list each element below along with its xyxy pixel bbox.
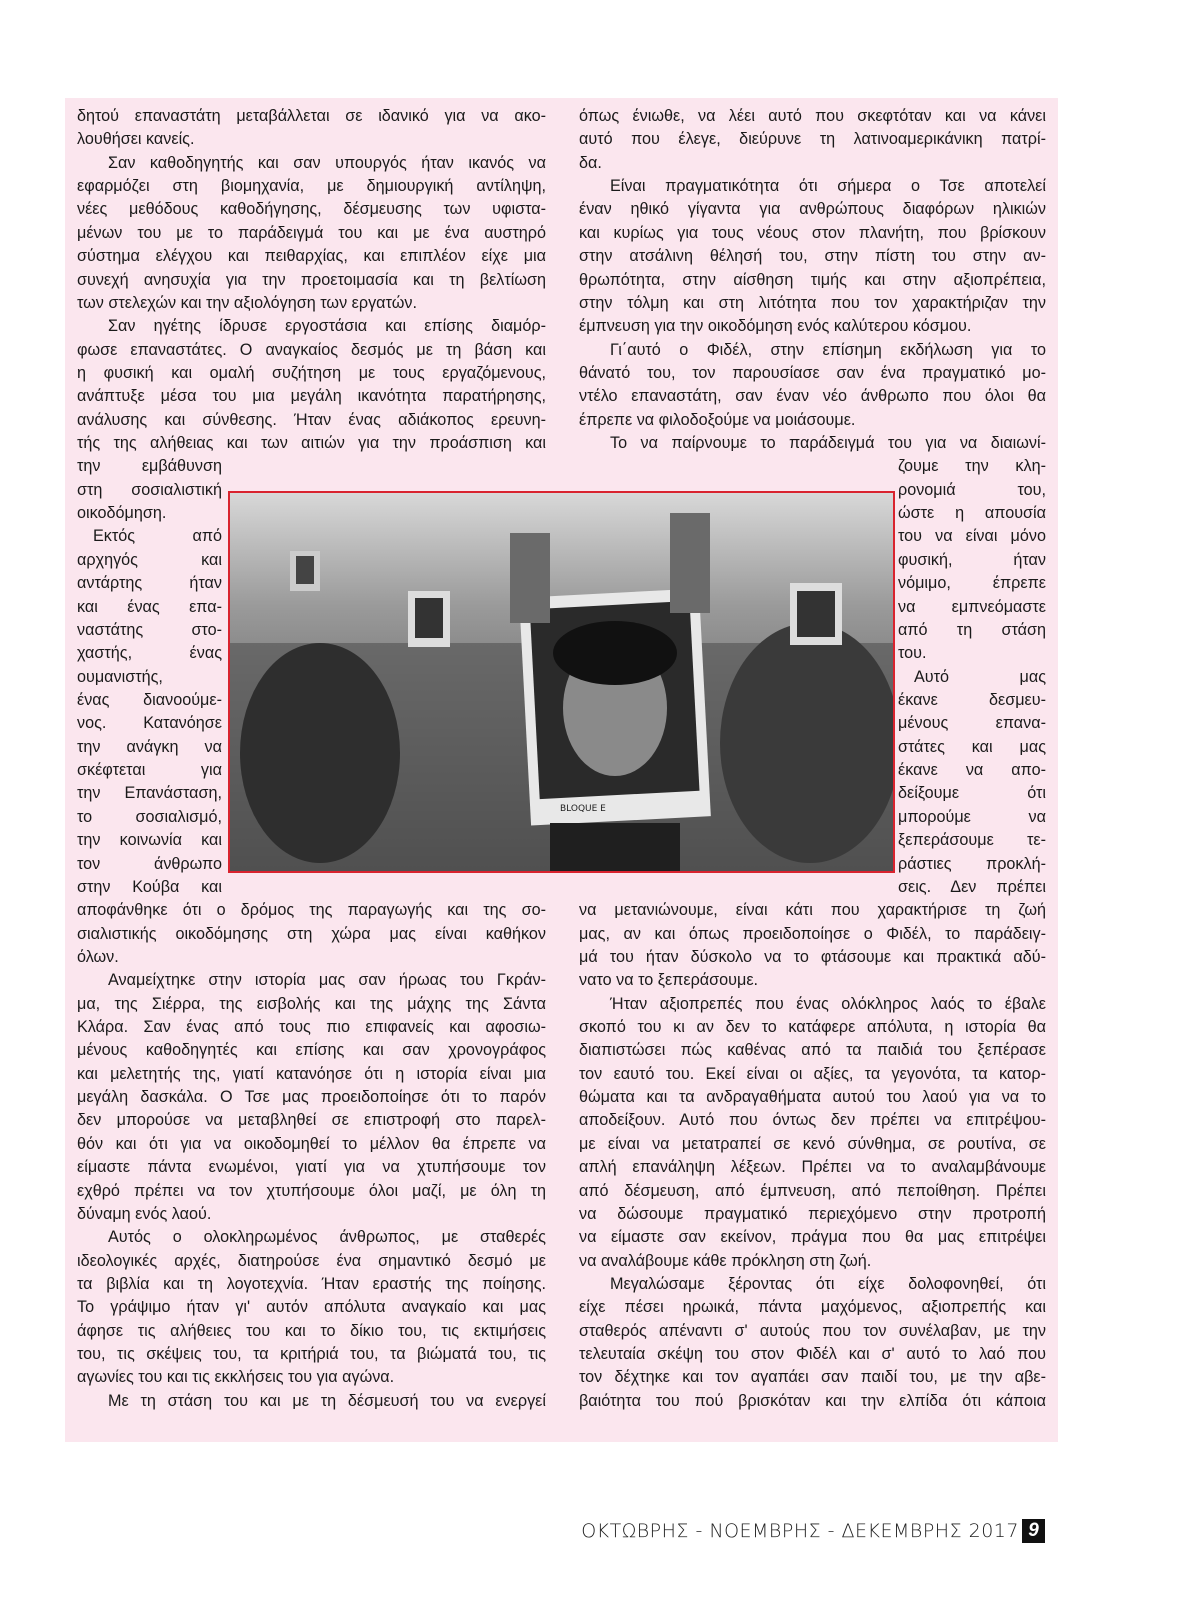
text-line: θώματα και τα ανδραγαθήματα αυτού του λαού για να το xyxy=(579,1088,1046,1107)
text-line: Κλάρα. Σαν ένας από τους πιο επιφανείς και αφοσιω- xyxy=(77,1018,546,1037)
text-line: μεγάλη δασκάλα. Ο Τσε μας προειδοποίησε ότι το παρόν xyxy=(77,1088,546,1107)
text-line: την εμβάθυνση xyxy=(77,457,222,476)
text-line: δητού επαναστάτη μεταβάλλεται σε ιδανικό για να ακο- xyxy=(77,107,546,125)
text-line: Με τη στάση του και με τη δέσμευσή του να ενεργεί xyxy=(108,1391,546,1410)
text-line: έκανε δεσμευ- xyxy=(898,691,1046,709)
text-line: την Επανάσταση, xyxy=(77,784,222,803)
text-line: σεις. Δεν πρέπει xyxy=(898,877,1046,896)
text-line: θάνατό του, τον παρουσίασε σαν ένα πραγματικό μο- xyxy=(579,363,1046,382)
text-line: από τη στάση xyxy=(898,620,1046,639)
text-line: στην τόλμη και στη λιτότητα που τον χαρακτήριζαν την xyxy=(579,293,1046,312)
text-line: των στελεχών και την αξιολόγηση των εργατών. xyxy=(77,293,417,312)
text-line: χαστής, ένας xyxy=(77,644,222,663)
page-number: 9 xyxy=(1022,1519,1045,1543)
text-line: και μελετητής της, γιατί κατανόησε ότι η ιστορία είναι μια xyxy=(77,1064,546,1083)
text-line: σύστημα ελέγχου και πειθαρχίας, και επιπλέον είχε μια xyxy=(77,247,546,266)
text-line: δεν μπορούσε να μεταβληθεί σε επιστροφή στο παρελ- xyxy=(77,1111,546,1130)
text-line: την ανάγκη να xyxy=(77,737,222,756)
text-line: ράστιες προκλή- xyxy=(898,854,1046,873)
issue-date: ΟΚΤΩΒΡΗΣ - ΝΟΕΜΒΡΗΣ - ΔΕΚΕΜΒΡΗΣ 2017 xyxy=(581,1520,1019,1542)
photo-image xyxy=(230,493,893,871)
text-line: του, τις σκέψεις του, τα κριτήριά του, τα βιώματά του, τις xyxy=(77,1345,546,1364)
text-line: Ήταν αξιοπρεπές που ένας ολόκληρος λαός το έβαλε xyxy=(610,994,1046,1013)
text-line: να δώσουμε πραγματικό περιεχόμενο στην προτροπή xyxy=(579,1204,1046,1223)
text-line: λουθήσει κανείς. xyxy=(77,130,195,149)
text-line: μα, της Σιέρρα, της εισβολής και της μάχης της Σάντα xyxy=(77,994,546,1013)
text-line: δείξουμε ότι xyxy=(898,784,1046,803)
text-line: τον εαυτό του. Εκεί είναι οι αξίες, τα γεγονότα, τα κατορ- xyxy=(579,1064,1046,1083)
text-line: νος. Κατανόησε xyxy=(77,714,222,733)
text-line: μπορούμε να xyxy=(898,807,1046,826)
text-line: σκοπό του κι αν δεν το κατάφερε απόλυτα, η ιστορία θα xyxy=(579,1018,1046,1037)
text-line: τον δέχτηκε και τον αγαπάει σαν παιδί του, με την αβε- xyxy=(579,1368,1046,1387)
text-line: Εκτός από xyxy=(93,527,222,546)
text-line: μας, αν και όπως προειδοποίησε ο Φιδέλ, το παράδειγ- xyxy=(579,924,1046,943)
text-line: ρονομιά του, xyxy=(898,480,1046,499)
text-line: του να είναι μόνο xyxy=(898,527,1046,546)
text-line: να μετανιώνουμε, είναι κάτι που χαρακτήρισε τη ζωή xyxy=(579,901,1046,920)
text-line: Σαν ηγέτης ίδρυσε εργοστάσια και επίσης διαμόρ- xyxy=(108,317,546,336)
text-line: φυσική, ήταν xyxy=(898,550,1046,569)
text-line: να είμαστε σαν εκείνον, πράγμα που θα μας επιτρέψει xyxy=(579,1228,1046,1247)
text-line: ναστάτης στο- xyxy=(77,620,222,639)
text-line: όλων. xyxy=(77,947,119,966)
text-line: τελευταία σκέψη του στον Φιδέλ και σ' αυτό το λαό που xyxy=(579,1345,1046,1364)
text-line: ζουμε την κλη- xyxy=(898,457,1046,476)
text-line: αποδείξουν. Αυτό που όντως δεν πρέπει να επιτρέψου- xyxy=(579,1111,1046,1130)
text-line: Το γράψιμο ήταν γι' αυτόν απόλυτα αναγκαίο και μας xyxy=(77,1298,546,1317)
text-line: Αναμείχτηκε στην ιστορία μας σαν ήρωας του Γκράν- xyxy=(108,971,546,990)
text-line: Το να παίρνουμε το παράδειγμά του για να διαιωνί- xyxy=(610,434,1046,453)
text-line: με είναι να μετατραπεί σε κενό σύνθημα, σε ρουτίνα, σε xyxy=(579,1134,1046,1153)
text-line: έπρεπε να φιλοδοξούμε να μοιάσουμε. xyxy=(579,410,856,429)
text-line: δα. xyxy=(579,153,602,172)
text-line: θρωπότητα, στην αίσθηση τιμής και στην αξιοπρέπεια, xyxy=(579,270,1046,289)
text-line: είχε πέσει ηρωικά, πάντα μαχόμενος, αξιοπρεπής και xyxy=(579,1298,1046,1317)
text-line: η φυσική και ομαλή συζήτηση με τους εργαζόμενους, xyxy=(77,363,546,382)
poster-caption: BLOQUE E xyxy=(560,804,606,814)
text-line: τα βιβλία και τη λογοτεχνία. Ήταν εραστής της ποίησης. xyxy=(77,1275,546,1293)
text-line: ώστε η απουσία xyxy=(898,504,1046,523)
text-line: ουμανιστής, xyxy=(77,667,163,686)
text-line: ιδεολογικές αρχές, διατηρούσε ένα σημαντικό δεσμό με xyxy=(77,1251,546,1270)
text-line: θόν και ότι για να οικοδομηθεί το μέλλον θα έπρεπε να xyxy=(77,1134,546,1153)
text-line: Μεγαλώσαμε ξέροντας ότι είχε δολοφονηθεί, ότι xyxy=(610,1275,1046,1293)
text-line: όπως ένιωθε, να λέει αυτό που σκεφτόταν και να κάνει xyxy=(579,107,1046,125)
text-line: την κοινωνία και xyxy=(77,831,222,850)
text-line: σιαλιστικής οικοδόμησης στη χώρα μας είναι καθήκον xyxy=(77,924,546,943)
text-line: σκέφτεται για xyxy=(77,761,222,780)
text-line: Αυτό μας xyxy=(914,667,1046,686)
text-line: αντάρτης ήταν xyxy=(77,574,222,593)
text-line: Αυτός ο ολοκληρωμένος άνθρωπος, με σταθερές xyxy=(108,1228,546,1247)
text-line: νέες μεθόδους καθοδήγησης, δέσμευσης των υφιστα- xyxy=(77,200,546,219)
text-line: του. xyxy=(898,644,927,663)
text-line: απλή επανάληψη λέξεων. Πρέπει να το αναλαμβάνουμε xyxy=(579,1158,1046,1177)
text-line: το σοσιαλισμό, xyxy=(77,807,222,826)
text-line: στη σοσιαλιστική xyxy=(77,480,222,499)
text-line: από δέσμευση, από έμπνευση, από πεποίθηση. Πρέπει xyxy=(579,1181,1046,1200)
text-line: έμπνευση για την οικοδόμηση ενός καλύτερου κόσμου. xyxy=(579,317,972,336)
text-line: δύναμη ενός λαού. xyxy=(77,1204,212,1223)
text-line: και ένας επα- xyxy=(77,597,222,616)
text-line: βαιότητα του πού βρισκόταν και την ελπίδα ότι κάποια xyxy=(579,1391,1046,1410)
article-photo-crowd-holding-che-portraits xyxy=(228,491,895,873)
text-line: στην Κούβα και xyxy=(77,877,222,896)
text-line: αρχηγός και xyxy=(77,550,222,569)
text-line: μένους επανα- xyxy=(898,714,1046,733)
text-line: στάτες και μας xyxy=(898,737,1046,756)
text-line: έκανε να απο- xyxy=(898,761,1046,780)
text-line: τής της αλήθειας και των αιτιών για την προάσπιση και xyxy=(77,434,546,453)
text-line: έναν ηθικό γίγαντα για ανθρώπους διαφόρων ηλικιών xyxy=(579,200,1046,219)
text-line: ανάλυσης και σύνθεσης. Ήταν ένας αδιάκοπος ερευνη- xyxy=(77,410,546,429)
text-line: άφησε τις αλήθειες του και το δίκιο του, τις εκτιμήσεις xyxy=(77,1321,546,1340)
text-line: εχθρό πρέπει να τον χτυπήσουμε όλοι μαζί, με όλη τη xyxy=(77,1181,546,1200)
text-line: είμαστε πάντα ενωμένοι, γιατί για να χτυπήσουμε τον xyxy=(77,1158,546,1177)
text-line: εφαρμόζει στη βιομηχανία, με δημιουργική αντίληψη, xyxy=(77,177,546,196)
text-line: αποφάνθηκε ότι ο δρόμος της παραγωγής και της σο- xyxy=(77,901,546,920)
text-line: μένων του με το παράδειγμά του και με ένα αυστηρό xyxy=(77,223,546,242)
text-line: Γι΄αυτό ο Φιδέλ, στην επίσημη εκδήλωση για το xyxy=(610,340,1046,359)
text-line: αυτό που έλεγε, διεύρυνε τη λατινοαμερικάνικη πατρί- xyxy=(579,130,1046,149)
text-line: σταθερός απέναντι σ' αυτούς που τον συνέλαβαν, με την xyxy=(579,1321,1046,1340)
text-line: διαπιστώσει πώς καθένας από τα παιδιά του ξεπέρασε xyxy=(579,1041,1046,1060)
text-line: στην ατσάλινη θέλησή του, στην πίστη του στην αν- xyxy=(579,247,1046,266)
text-line: μά του ήταν δύσκολο να το φτάσουμε και πρακτικά αδύ- xyxy=(579,947,1046,966)
text-line: ντέλο επαναστάτη, σαν έναν νέο άνθρωπο που όλοι θα xyxy=(579,387,1046,406)
text-line: ένας διανοούμε- xyxy=(77,691,222,709)
text-line: αγωνίες του και τις εκκλήσεις του για αγώνα. xyxy=(77,1368,395,1387)
text-line: νόμιμο, έπρεπε xyxy=(898,574,1046,593)
text-line: Είναι πραγματικότητα ότι σήμερα ο Τσε αποτελεί xyxy=(610,177,1046,196)
text-line: ξεπεράσουμε τε- xyxy=(898,831,1046,850)
text-line: φωσε επαναστάτες. Ο αναγκαίος δεσμός με τη βάση και xyxy=(77,340,546,359)
text-line: Σαν καθοδηγητής και σαν υπουργός ήταν ικανός να xyxy=(108,153,546,172)
text-line: να εμπνεόμαστε xyxy=(898,597,1046,616)
text-line: να αναλάβουμε κάθε πρόκληση στη ζωή. xyxy=(579,1251,872,1270)
text-line: οικοδόμηση. xyxy=(77,504,167,523)
text-line: ανάπτυξε μέσα του μια μεγάλη ικανότητα παρατήρησης, xyxy=(77,387,546,406)
text-line: και κυρίως για τους νέους στον πλανήτη, που βρίσκουν xyxy=(579,223,1046,242)
text-line: νατο να το ξεπεράσουμε. xyxy=(579,971,759,990)
text-line: μένους καθοδηγητές και επίσης και σαν χρονογράφος xyxy=(77,1041,546,1060)
text-line: συνεχή ανησυχία για την προετοιμασία και τη βελτίωση xyxy=(77,270,546,289)
text-line: τον άνθρωπο xyxy=(77,854,222,873)
